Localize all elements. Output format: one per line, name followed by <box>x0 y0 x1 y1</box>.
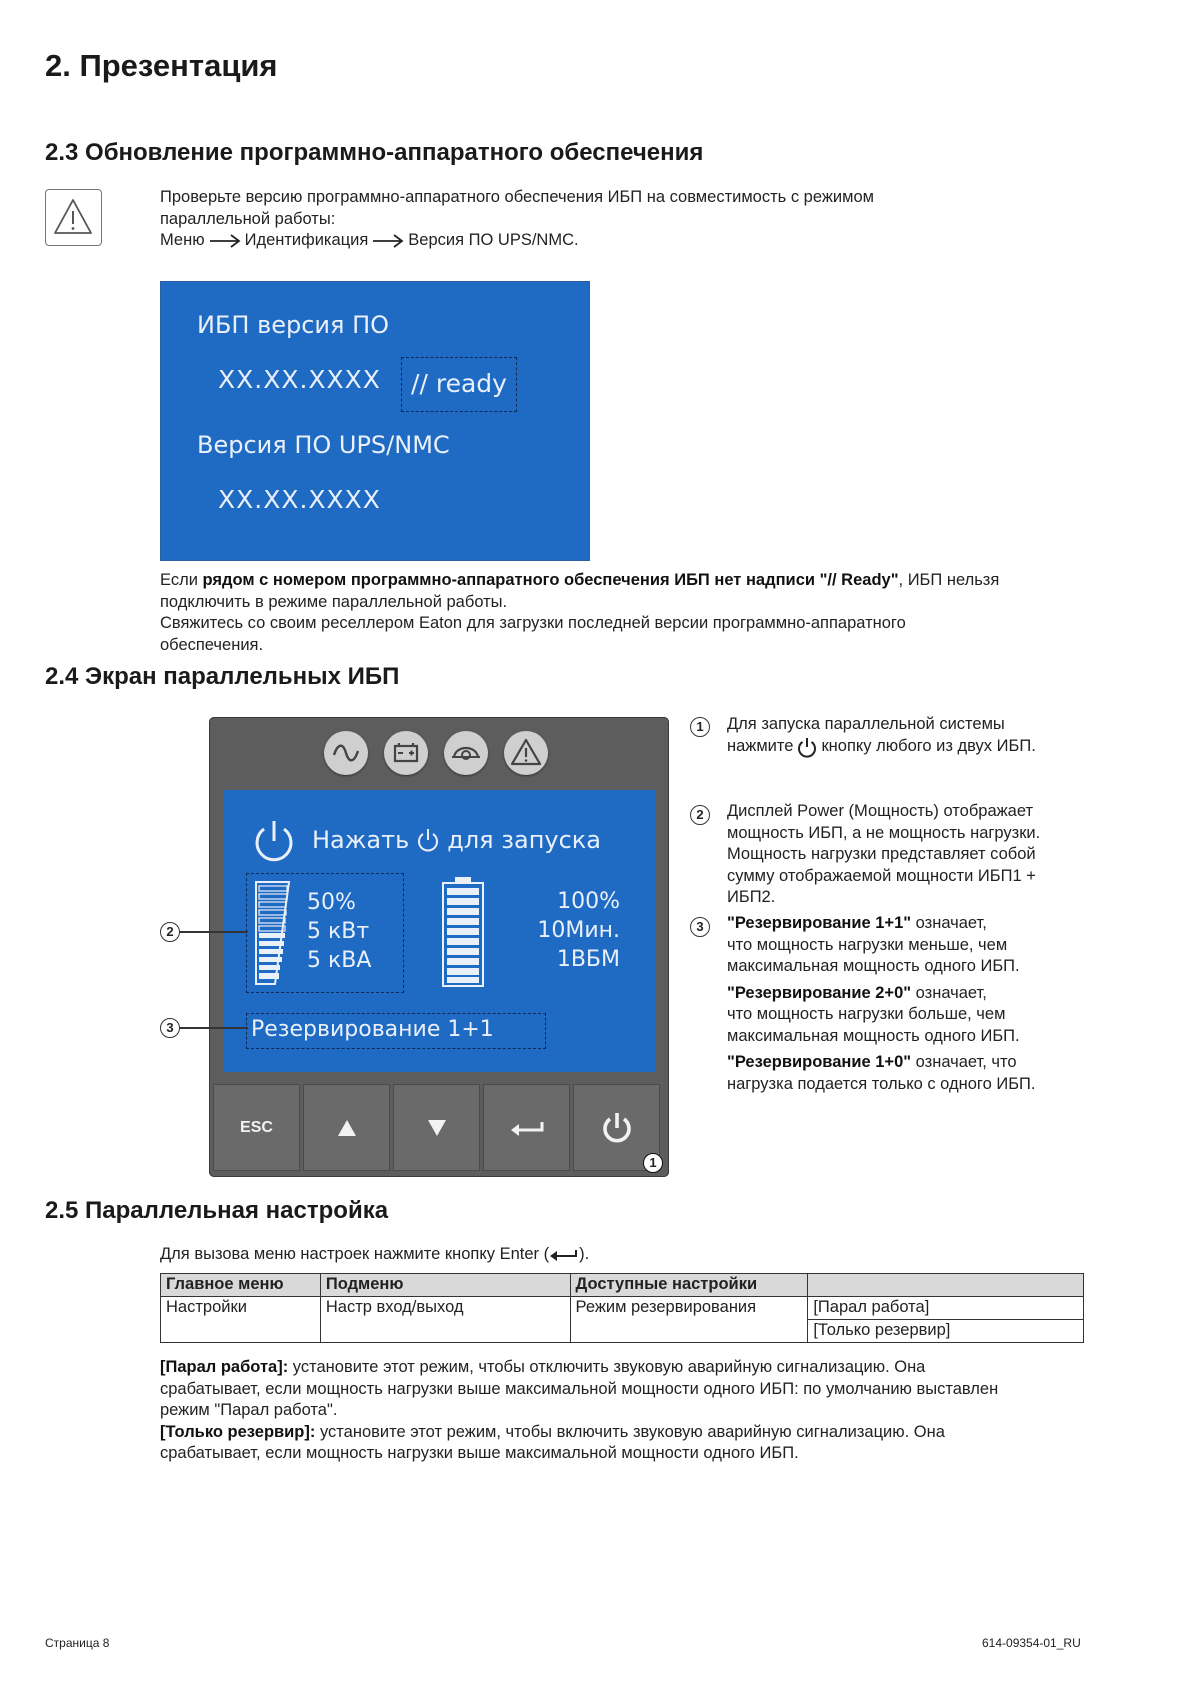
battery-icon <box>384 731 428 775</box>
load-kw: 5 кВт <box>307 919 370 944</box>
ups-nmc-version: XX.XX.XXXX <box>218 485 381 514</box>
footer-doc-id: 614-09354-01_RU <box>982 1636 1081 1650</box>
power-icon <box>796 736 818 758</box>
page-title: 2. Презентация <box>45 48 278 83</box>
up-button[interactable] <box>303 1084 390 1171</box>
desc-power: Дисплей Power (Мощность) отображает мощность ИБП, а не мощность нагрузки. Мощность нагрузки представляет собой сумму отображаемой мощности ИБП1 + ИБП2. <box>727 802 1041 906</box>
section-heading-firmware: 2.3 Обновление программно-аппаратного обеспечения <box>45 139 704 166</box>
arrow-right-icon <box>209 234 241 248</box>
bypass-icon <box>444 731 488 775</box>
arrow-down-icon <box>426 1118 448 1138</box>
sine-wave-icon <box>324 731 368 775</box>
table-cell: Настройки <box>161 1297 321 1343</box>
warning-icon <box>46 190 100 244</box>
section-heading-parallel-settings: 2.5 Параллельная настройка <box>45 1197 389 1224</box>
footer-page-number: Страница 8 <box>45 1636 110 1650</box>
callout-1: 1 <box>643 1153 663 1173</box>
ups-nmc-label: Версия ПО UPS/NMC <box>197 431 450 459</box>
esc-button[interactable]: ESC <box>213 1084 300 1171</box>
power-icon <box>415 827 441 853</box>
settings-intro: Для вызова меню настроек нажмите кнопку Enter ( ). <box>160 1245 590 1263</box>
ac-indicator <box>324 731 368 775</box>
start-prompt: Нажать для запуска <box>312 826 601 854</box>
load-box <box>246 873 404 993</box>
warning-box <box>45 189 102 246</box>
table-header: Главное меню <box>161 1274 321 1297</box>
callout-3: 3 <box>160 1018 180 1038</box>
warning-text: Проверьте версию программно-аппаратного обеспечения ИБП на совместимость с режимом параллельной работы: Меню Идентификация Версия ПО UPS/NMC. <box>160 187 1060 252</box>
table-header: Подменю <box>320 1274 570 1297</box>
arrow-up-icon <box>336 1118 358 1138</box>
arrow-right-icon <box>372 234 404 248</box>
leader-line <box>180 931 248 933</box>
lcd-display <box>224 790 655 1072</box>
desc-start: Для запуска параллельной системы нажмите кнопку любого из двух ИБП. <box>727 714 1127 758</box>
menu-path: Меню Идентификация Версия ПО UPS/NMC. <box>160 231 579 249</box>
section-heading-parallel-screen: 2.4 Экран параллельных ИБП <box>45 663 400 690</box>
ready-indicator: // ready <box>401 357 517 412</box>
fw-label: ИБП версия ПО <box>197 311 390 339</box>
firmware-screen <box>160 281 590 561</box>
desc-redundancy: "Резервирование 1+1" означает, что мощность нагрузки меньше, чем максимальная мощность одного ИБП. "Резервирование 2+0" означает, что мощность нагрузки больше, чем максимальная мощность одного ИБП. "Резервирование 1+0" означает, что нагрузка подается только с одного ИБП. <box>727 914 1036 1093</box>
table-cell: Настр вход/выход <box>320 1297 570 1343</box>
firmware-note: Если рядом с номером программно-аппаратного обеспечения ИБП нет надписи "// Ready", ИБП нельзя подключить в режиме параллельной работы. Свяжитесь со своим реселлером Eaton для загрузки последней версии программно-аппаратного обеспечения. <box>160 571 1000 654</box>
load-gauge-icon <box>253 878 293 988</box>
leader-line <box>180 1027 248 1029</box>
bypass-indicator <box>444 731 488 775</box>
callout-2: 2 <box>690 805 710 825</box>
battery-percent: 100% <box>557 889 620 914</box>
callout-2: 2 <box>160 922 180 942</box>
callout-1: 1 <box>690 717 710 737</box>
table-header <box>808 1274 1084 1297</box>
redundancy-status: Резервирование 1+1 <box>251 1017 494 1042</box>
battery-runtime: 10Мин. <box>537 918 620 943</box>
warning-icon <box>504 731 548 775</box>
down-button[interactable] <box>393 1084 480 1171</box>
table-header: Доступные настройки <box>570 1274 808 1297</box>
redundancy-box <box>246 1013 546 1049</box>
callout-3: 3 <box>690 917 710 937</box>
power-icon <box>600 1111 634 1145</box>
panel-buttons <box>213 1084 665 1172</box>
load-kva: 5 кВА <box>307 948 372 973</box>
table-header-row <box>161 1274 1084 1297</box>
fw-version: XX.XX.XXXX <box>218 365 381 394</box>
battery-level-icon <box>441 876 485 988</box>
table-cell: Режим резервирования <box>570 1297 808 1343</box>
load-percent: 50% <box>307 890 356 915</box>
enter-button[interactable] <box>483 1084 570 1171</box>
enter-icon <box>549 1248 579 1262</box>
table-cell: [Парал работа] <box>808 1297 1084 1320</box>
settings-table <box>160 1273 1084 1343</box>
ups-control-panel <box>209 717 669 1177</box>
power-icon <box>249 816 299 866</box>
alarm-indicator <box>504 731 548 775</box>
table-cell: [Только резервир] <box>808 1320 1084 1343</box>
battery-indicator <box>384 731 428 775</box>
table-row <box>161 1297 1084 1320</box>
enter-icon <box>509 1118 545 1138</box>
battery-modules: 1ВБМ <box>556 947 620 972</box>
settings-explanation: [Парал работа]: установите этот режим, чтобы отключить звуковую аварийную сигнализацию. Она срабатывает, если мощность нагрузки выше максимальной мощности одного ИБП: по умолчанию выставлен режим "Парал работа". [Только резервир]: установите этот режим, чтобы включить звуковую аварийную сигнализацию. Она срабатывает, если мощность нагрузки выше максимальной мощности одного ИБП. <box>160 1358 999 1462</box>
